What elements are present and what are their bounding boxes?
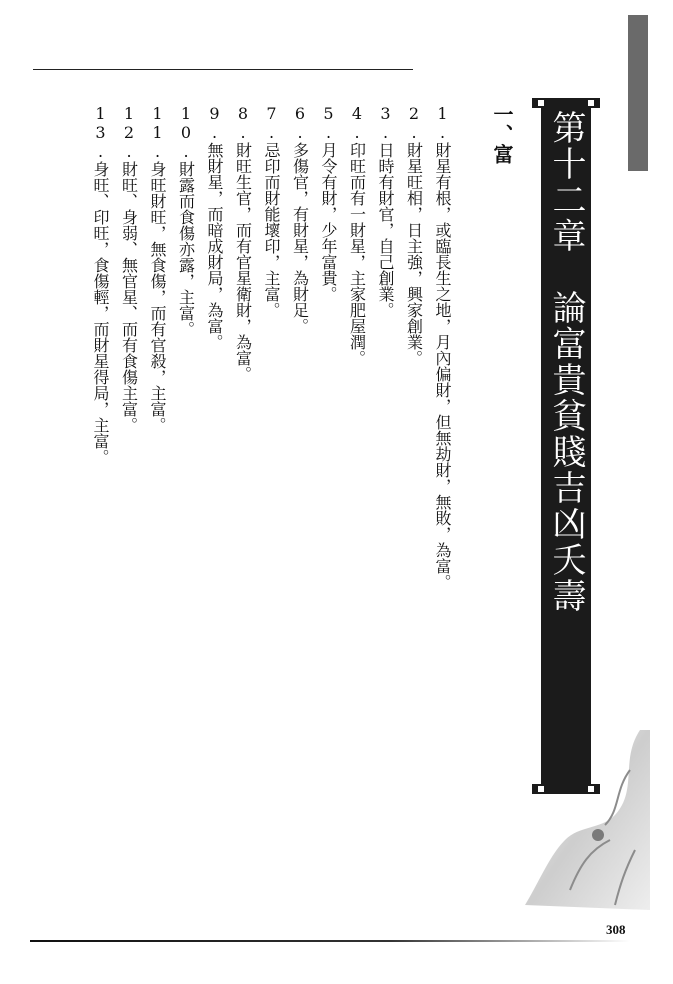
- list-item: [143, 104, 172, 704]
- list-item: [285, 104, 314, 704]
- chapter-banner: [541, 100, 591, 792]
- item-number: 11.: [148, 104, 167, 161]
- header-rule: [33, 69, 413, 70]
- banner-notch: [588, 100, 594, 106]
- dragon-ornament: [520, 730, 650, 910]
- list-item: [86, 104, 115, 704]
- list-item: [314, 104, 343, 704]
- item-number: 9.: [205, 104, 224, 142]
- item-text: 財旺、身弱、無官星、而有食傷主富。: [119, 161, 139, 433]
- item-text: 身旺財旺，無食傷，而有官殺，主富。: [148, 161, 167, 433]
- item-text: 月令有財，少年富貴。: [319, 142, 338, 302]
- item-text: 財星有根，或臨長生之地，月內偏財，但無劫財，無敗，為富。: [433, 142, 452, 590]
- item-number: 13.: [91, 104, 110, 161]
- item-text: 財露而食傷亦露，主富。: [176, 161, 196, 337]
- item-text: 身旺、印旺，食傷輕，而財星得局，主富。: [91, 161, 110, 465]
- item-number: 6.: [290, 104, 310, 142]
- item-text: 財旺生官，而有官星衛財，為富。: [233, 142, 253, 382]
- page-number: 308: [606, 922, 626, 937]
- item-number: 10.: [176, 104, 196, 161]
- item-number: 12.: [119, 104, 139, 161]
- item-number: 5.: [319, 104, 338, 142]
- content-list: [84, 104, 456, 704]
- item-text: 印旺而有一財星，主家肥屋潤。: [347, 142, 367, 366]
- list-item: [342, 104, 371, 704]
- list-item: [371, 104, 400, 704]
- list-item: [171, 104, 200, 704]
- item-number: 3.: [376, 104, 395, 142]
- item-number: 8.: [233, 104, 253, 142]
- item-text: 財星旺相，日主強，興家創業。: [404, 142, 424, 366]
- item-text: 日時有財官，自己創業。: [376, 142, 395, 318]
- item-text: 無財星，而暗成財局，為富。: [205, 142, 224, 350]
- banner-notch: [538, 100, 544, 106]
- list-item: [114, 104, 143, 704]
- section-heading: 一、富: [490, 104, 514, 164]
- chapter-title: 第十二章 論富貴貧賤吉凶夭壽: [546, 110, 586, 614]
- item-text: 忌印而財能壞印，主富。: [262, 142, 281, 318]
- list-item: [228, 104, 257, 704]
- footer-rule: [30, 940, 630, 942]
- list-item: [428, 104, 457, 704]
- item-number: 4.: [347, 104, 367, 142]
- item-number: 1.: [433, 104, 452, 142]
- item-text: 多傷官，有財星，為財足。: [290, 142, 310, 334]
- edge-thumb-tab: [628, 15, 648, 171]
- list-item: [399, 104, 428, 704]
- item-number: 7.: [262, 104, 281, 142]
- item-number: 2.: [404, 104, 424, 142]
- banner-top-cap: [532, 98, 600, 108]
- list-item: [257, 104, 286, 704]
- list-item: [200, 104, 229, 704]
